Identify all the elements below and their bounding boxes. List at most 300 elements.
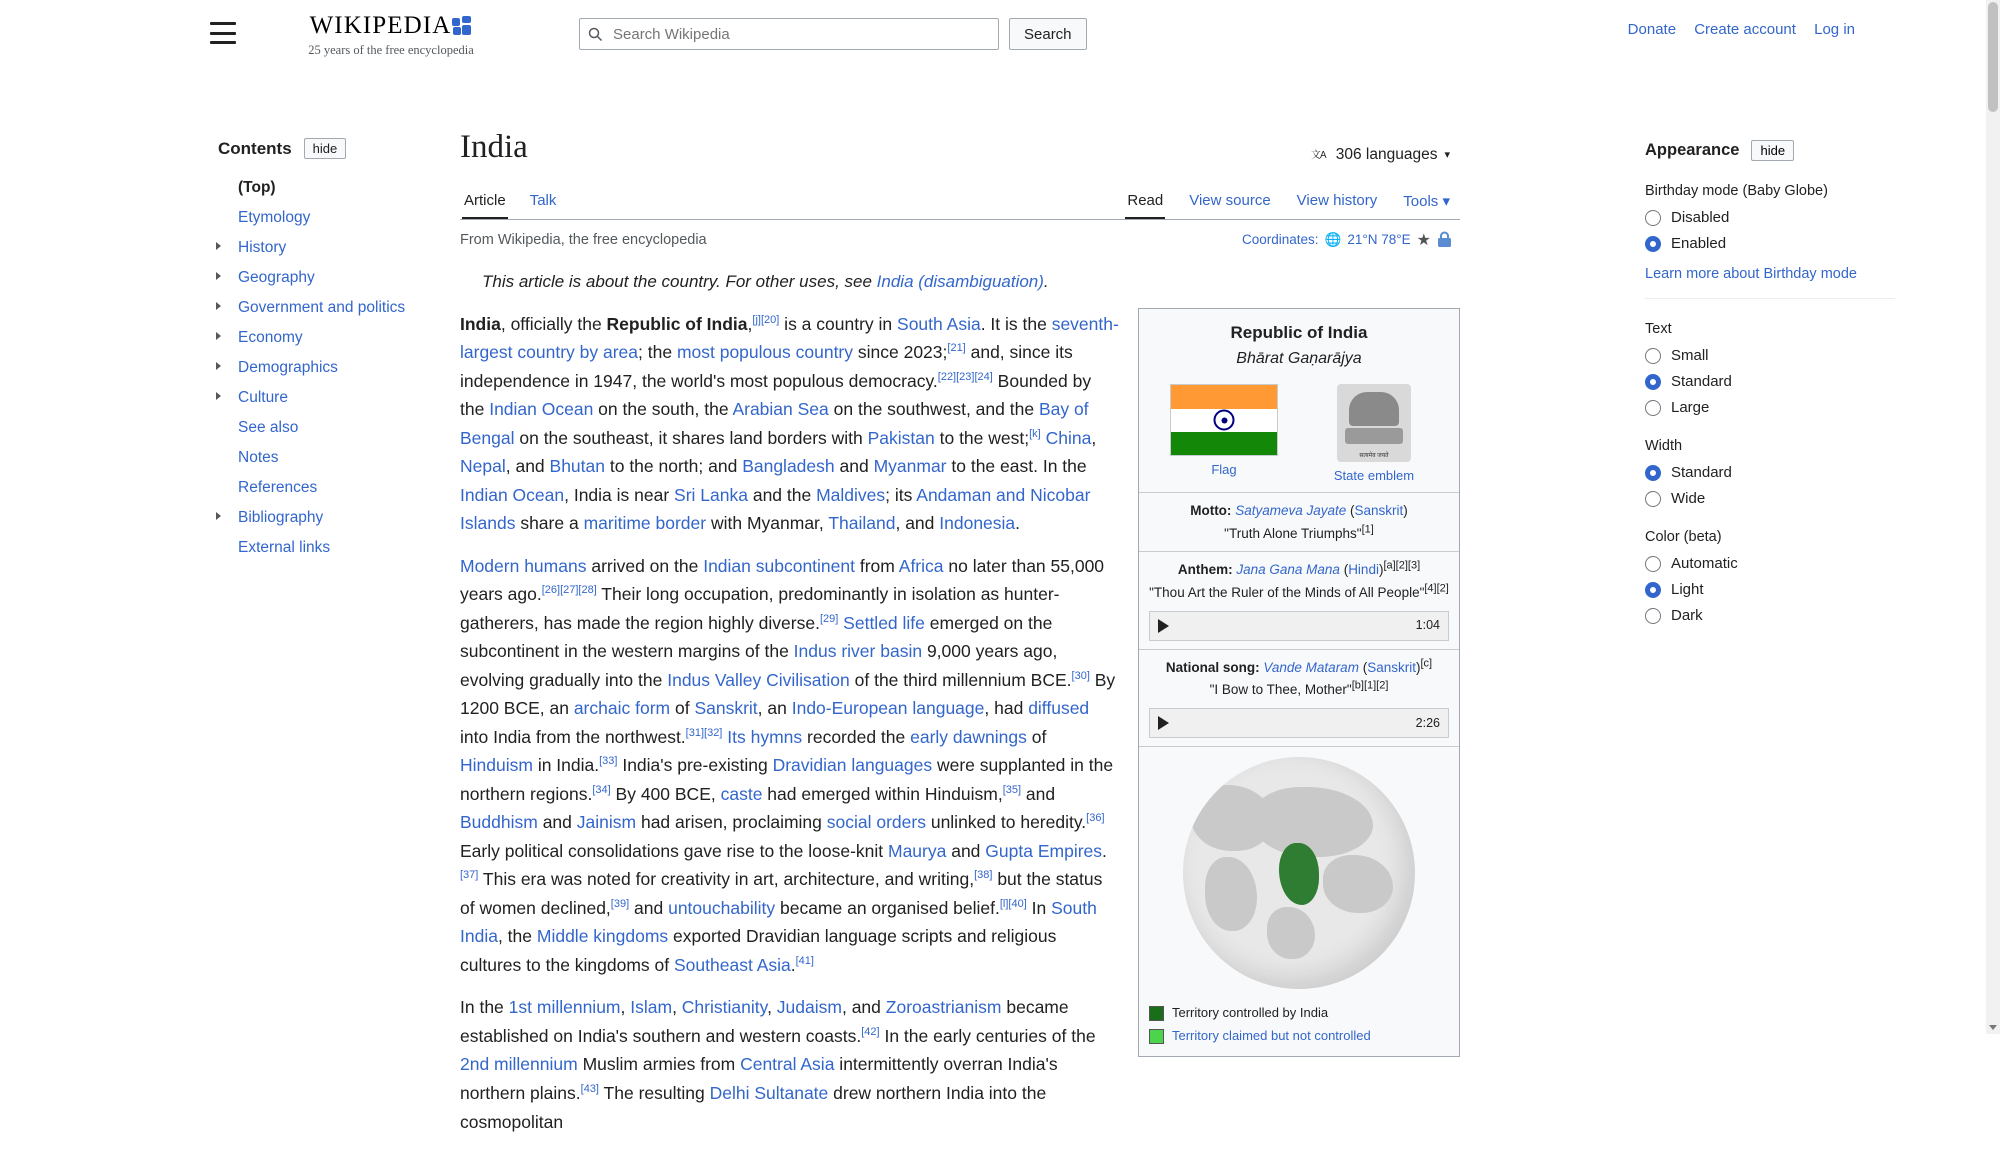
emblem-caption bbox=[1299, 467, 1449, 486]
body-link[interactable]: Andaman and Nicobar Islands bbox=[460, 484, 1091, 534]
tab-read[interactable]: Read bbox=[1125, 186, 1165, 219]
reference[interactable] bbox=[581, 1083, 599, 1095]
width-option-wide[interactable] bbox=[1645, 490, 1895, 507]
reference[interactable] bbox=[796, 955, 814, 967]
reference-link[interactable]: [k] bbox=[1029, 427, 1041, 440]
body-link[interactable]: Indonesia bbox=[939, 513, 1016, 534]
reference-link[interactable]: [34] bbox=[592, 784, 611, 797]
toc-item-label[interactable]: Government and politics bbox=[238, 299, 406, 316]
wikipedia-wordmark: WIKIPEDIA bbox=[310, 12, 473, 40]
chevron-right-icon[interactable] bbox=[216, 362, 221, 370]
body-text: . bbox=[790, 954, 796, 975]
body-link[interactable]: Gupta Empires bbox=[985, 840, 1103, 861]
reference-link[interactable]: [31][32] bbox=[685, 726, 723, 739]
body-link[interactable]: Sri Lanka bbox=[674, 484, 748, 505]
body-text: , bbox=[1091, 427, 1097, 448]
body-text: of the third millennium BCE. bbox=[849, 669, 1072, 690]
donate-link[interactable]: Donate bbox=[1627, 21, 1677, 38]
text-size-label: Text bbox=[1645, 321, 1672, 337]
radio-icon-selected[interactable] bbox=[1645, 465, 1661, 481]
reference-link[interactable]: [41] bbox=[795, 955, 814, 968]
width-label: Width bbox=[1645, 438, 1683, 454]
color-option-automatic[interactable] bbox=[1645, 555, 1895, 572]
reference-link[interactable]: [29] bbox=[819, 612, 839, 625]
body-link[interactable]: Modern humans bbox=[460, 555, 587, 576]
toc-item-bibliography[interactable] bbox=[210, 503, 442, 533]
toc-item-label[interactable]: Bibliography bbox=[238, 509, 324, 526]
reference[interactable] bbox=[974, 870, 992, 882]
article-content bbox=[460, 250, 1460, 1136]
body-text: and bbox=[834, 456, 874, 477]
reference[interactable] bbox=[1029, 428, 1041, 440]
motto-translation: "Truth Alone Triumphs"[1] bbox=[1224, 523, 1374, 541]
birthday-mode-label: Birthday mode (Baby Globe) bbox=[1645, 183, 1828, 199]
lead-paragraph-1 bbox=[460, 310, 1120, 538]
body-text: from bbox=[855, 555, 899, 576]
radio-label: Wide bbox=[1671, 490, 1706, 507]
body-link[interactable]: Africa bbox=[898, 555, 944, 576]
reference-link[interactable]: [35] bbox=[1002, 784, 1022, 797]
body-text: in India. bbox=[532, 755, 600, 776]
radio-label: Dark bbox=[1671, 607, 1703, 624]
body-link[interactable]: archaic form bbox=[573, 698, 671, 719]
radio-icon-selected[interactable] bbox=[1645, 374, 1661, 390]
body-text: , bbox=[747, 313, 753, 334]
emblem-caption-link[interactable]: State emblem bbox=[1333, 468, 1415, 484]
reference[interactable] bbox=[542, 584, 597, 596]
body-text: . It is the bbox=[980, 313, 1052, 334]
chevron-right-icon[interactable] bbox=[216, 242, 221, 250]
national-song-translation-refs[interactable]: [b][1][2] bbox=[1351, 679, 1389, 692]
body-link[interactable]: 1st millennium bbox=[508, 997, 621, 1018]
account-links bbox=[1614, 21, 1855, 38]
body-link[interactable]: early dawnings bbox=[910, 726, 1027, 747]
toc-item-government-and-politics[interactable] bbox=[210, 293, 442, 323]
toc-item-references[interactable] bbox=[210, 473, 442, 503]
globe-image bbox=[1183, 757, 1415, 989]
tab-talk[interactable]: Talk bbox=[529, 191, 557, 209]
body-link[interactable]: diffused bbox=[1028, 698, 1090, 719]
flag-caption-link[interactable]: Flag bbox=[1211, 462, 1237, 478]
toc-item-label[interactable]: Notes bbox=[238, 449, 279, 466]
reference[interactable] bbox=[947, 342, 965, 354]
language-selector[interactable] bbox=[1311, 146, 1450, 168]
lead-paragraph-3 bbox=[460, 993, 1120, 1136]
body-text: ; the bbox=[638, 342, 677, 363]
body-text: were supplanted in the northern regions. bbox=[460, 755, 1114, 804]
search-input[interactable] bbox=[611, 25, 990, 44]
body-link[interactable]: Arabian Sea bbox=[732, 399, 829, 420]
reference[interactable] bbox=[1000, 898, 1027, 910]
hatnote-link[interactable]: India (disambiguation) bbox=[876, 271, 1044, 291]
body-text: had emerged within Hinduism, bbox=[762, 783, 1003, 804]
coordinates-value[interactable]: 21°N 78°E bbox=[1347, 232, 1411, 248]
national-song-ref[interactable]: [c] bbox=[1420, 657, 1433, 670]
chevron-right-icon[interactable] bbox=[216, 302, 221, 310]
tab-view-source[interactable]: View source bbox=[1189, 191, 1271, 209]
body-link[interactable]: Bhutan bbox=[549, 456, 605, 477]
body-text: , and bbox=[895, 513, 940, 534]
body-link[interactable]: Pakistan bbox=[867, 427, 935, 448]
toc-item-label[interactable]: History bbox=[238, 239, 287, 256]
coordinates-label[interactable]: Coordinates: bbox=[1241, 232, 1319, 248]
bold-text: India bbox=[460, 313, 501, 334]
appearance-header bbox=[1645, 140, 1895, 161]
article-subline bbox=[460, 230, 1460, 250]
legend-item-claimed bbox=[1149, 1027, 1449, 1046]
wikipedia-tagline: 25 years of the free encyclopedia bbox=[308, 43, 474, 57]
body-link[interactable]: Thailand bbox=[828, 513, 896, 534]
chevron-right-icon[interactable] bbox=[216, 272, 221, 280]
national-song-value[interactable]: Vande Mataram bbox=[1263, 659, 1359, 675]
svg-text:A: A bbox=[1319, 149, 1327, 161]
body-link[interactable]: Jainism bbox=[576, 812, 637, 833]
body-text: share a bbox=[515, 513, 584, 534]
body-text: By 1200 BCE, an bbox=[460, 669, 1116, 719]
translate-icon bbox=[1311, 147, 1329, 162]
anthem-refs[interactable]: [a][2][3] bbox=[1383, 559, 1421, 572]
india-flag-image[interactable] bbox=[1170, 384, 1278, 456]
body-text: The resulting bbox=[599, 1083, 710, 1103]
body-text: , bbox=[672, 997, 682, 1018]
body-link[interactable]: Indo-European language bbox=[791, 698, 985, 719]
chevron-right-icon[interactable] bbox=[216, 392, 221, 400]
chevron-right-icon[interactable] bbox=[216, 332, 221, 340]
infobox-globe-map[interactable] bbox=[1139, 746, 1459, 995]
flag-cell bbox=[1149, 384, 1299, 480]
birthday-mode-learn-more-link[interactable]: Learn more about Birthday mode bbox=[1645, 266, 1857, 282]
body-text: since 2023; bbox=[853, 342, 948, 363]
toc-item-etymology[interactable] bbox=[210, 203, 442, 233]
page-scrollbar[interactable] bbox=[1986, 0, 2000, 1034]
national-song-label: National song: bbox=[1165, 659, 1260, 675]
text-option-small[interactable] bbox=[1645, 347, 1895, 364]
toc-item-label[interactable]: See also bbox=[238, 419, 299, 436]
toc-title: Contents bbox=[218, 138, 292, 158]
toc-header bbox=[210, 138, 442, 159]
radio-icon[interactable] bbox=[1645, 348, 1661, 364]
anthem-translation-refs[interactable]: [4][2] bbox=[1424, 582, 1449, 595]
lead-paragraph-2 bbox=[460, 552, 1120, 980]
flag-caption bbox=[1149, 461, 1299, 480]
body-link[interactable]: Indian subcontinent bbox=[703, 555, 855, 576]
article-tabs-row bbox=[460, 186, 1460, 220]
anthem-label: Anthem: bbox=[1177, 562, 1233, 578]
toc-item-demographics[interactable] bbox=[210, 353, 442, 383]
body-link[interactable]: seventh-largest country by area bbox=[460, 313, 1119, 363]
toc-item-economy[interactable] bbox=[210, 323, 442, 353]
view-tabs bbox=[1125, 186, 1460, 219]
national-song-translation: "I Bow to Thee, Mother"[b][1][2] bbox=[1209, 679, 1389, 698]
body-text: , an bbox=[757, 698, 792, 719]
body-text: drew northern India into the cosmopolitan bbox=[460, 1083, 1047, 1132]
radio-icon[interactable] bbox=[1645, 556, 1661, 572]
reference-link[interactable]: [j][20] bbox=[752, 313, 780, 326]
india-highlight bbox=[1279, 843, 1319, 905]
reference-link[interactable]: [39] bbox=[610, 898, 630, 911]
body-link[interactable]: Indus river basin bbox=[793, 641, 923, 662]
body-link[interactable]: Maldives bbox=[816, 484, 886, 505]
body-text: and, since its independence in 1947, the world's most populous democracy. bbox=[460, 342, 1073, 391]
body-text: on the southeast, it shares land borders with bbox=[514, 427, 868, 448]
national-song-duration: 2:26 bbox=[1415, 715, 1440, 730]
reference[interactable] bbox=[686, 727, 723, 739]
toc-item-label[interactable]: Economy bbox=[238, 329, 303, 346]
toc-item-geography[interactable] bbox=[210, 263, 442, 293]
toc-item-label: (Top) bbox=[238, 179, 276, 196]
reference[interactable] bbox=[861, 1026, 879, 1038]
search-box[interactable] bbox=[579, 18, 999, 50]
body-link[interactable]: Myanmar bbox=[873, 456, 947, 477]
reference-link[interactable]: [22][23][24] bbox=[937, 370, 993, 383]
motto-language[interactable]: Sanskrit bbox=[1354, 503, 1404, 519]
body-text: and bbox=[537, 812, 577, 833]
body-link[interactable]: Hinduism bbox=[460, 755, 533, 776]
body-text: and bbox=[946, 840, 986, 861]
body-text: , bbox=[620, 997, 631, 1018]
body-link[interactable]: Sanskrit bbox=[694, 698, 758, 719]
toc-item-label[interactable]: Culture bbox=[238, 389, 288, 406]
birthday-option-disabled[interactable] bbox=[1645, 209, 1895, 226]
body-text: This era was noted for creativity in art, architecture, and writing, bbox=[478, 869, 975, 890]
tools-label: Tools bbox=[1403, 192, 1439, 210]
anthem-value[interactable]: Jana Gana Mana bbox=[1236, 562, 1340, 578]
body-link[interactable]: Judaism bbox=[776, 997, 842, 1018]
appearance-hide-button[interactable]: hide bbox=[1751, 140, 1794, 161]
width-option-standard[interactable] bbox=[1645, 464, 1895, 481]
body-text: to the north; and bbox=[605, 456, 743, 477]
reference[interactable] bbox=[611, 898, 629, 910]
color-section bbox=[1645, 529, 1895, 624]
body-text: arrived on the bbox=[586, 555, 704, 576]
bold-text: Republic of India bbox=[606, 313, 748, 334]
text-option-standard[interactable] bbox=[1645, 373, 1895, 390]
reference-link[interactable]: [38] bbox=[974, 869, 993, 882]
toc-item-label[interactable]: References bbox=[238, 479, 318, 496]
radio-icon[interactable] bbox=[1645, 210, 1661, 226]
body-link[interactable]: social orders bbox=[826, 812, 926, 833]
reference[interactable] bbox=[752, 314, 779, 326]
motto-ref[interactable]: [1] bbox=[1361, 523, 1374, 536]
body-link[interactable]: Indian Ocean bbox=[460, 484, 565, 505]
body-link[interactable]: Middle kingdoms bbox=[536, 926, 669, 947]
reference[interactable] bbox=[592, 784, 610, 796]
reference[interactable] bbox=[820, 613, 838, 625]
reference-link[interactable]: [26][27][28] bbox=[541, 584, 597, 597]
body-text: to the east. In the bbox=[946, 456, 1087, 477]
toc-hide-button[interactable]: hide bbox=[304, 138, 347, 159]
scrollbar-thumb[interactable] bbox=[1988, 2, 1998, 112]
play-icon[interactable] bbox=[1158, 619, 1169, 633]
body-link[interactable]: Indian Ocean bbox=[489, 399, 594, 420]
body-text: and bbox=[1021, 783, 1056, 804]
body-link[interactable]: China bbox=[1045, 427, 1092, 448]
body-text: Early political consolidations gave rise to the loose-knit bbox=[460, 840, 888, 861]
body-link[interactable]: Bay of Bengal bbox=[460, 399, 1089, 448]
radio-icon[interactable] bbox=[1645, 400, 1661, 416]
body-link[interactable]: untouchability bbox=[668, 897, 776, 918]
color-option-dark[interactable] bbox=[1645, 607, 1895, 624]
divider bbox=[1645, 298, 1895, 299]
body-link[interactable]: Maurya bbox=[888, 840, 947, 861]
reference-link[interactable]: [33] bbox=[599, 755, 618, 768]
reference[interactable] bbox=[1086, 813, 1104, 825]
search-area bbox=[579, 18, 1087, 50]
body-text: became an organised belief. bbox=[775, 897, 1000, 918]
reference-link[interactable]: [43] bbox=[580, 1083, 599, 1096]
scroll-down-icon[interactable] bbox=[1989, 1025, 1997, 1030]
toc-item-notes[interactable] bbox=[210, 443, 442, 473]
motto-value[interactable]: Satyameva Jayate bbox=[1235, 503, 1347, 519]
legend-label: Territory controlled by India bbox=[1172, 1004, 1329, 1020]
radio-label: Large bbox=[1671, 399, 1710, 416]
body-link[interactable]: Settled life bbox=[843, 612, 925, 633]
appearance-panel bbox=[1645, 140, 1895, 633]
wikipedia-logo[interactable] bbox=[291, 12, 491, 58]
reference-link[interactable]: [42] bbox=[861, 1026, 880, 1039]
radio-label: Standard bbox=[1671, 373, 1732, 390]
article-text-column bbox=[460, 310, 1120, 1136]
svg-text:文: 文 bbox=[1310, 149, 1321, 161]
body-link[interactable]: Its hymns bbox=[727, 726, 803, 747]
birthday-option-enabled[interactable] bbox=[1645, 235, 1895, 252]
toc-item-label[interactable]: External links bbox=[238, 539, 331, 556]
appearance-title: Appearance bbox=[1645, 141, 1740, 159]
namespace-tabs bbox=[460, 186, 558, 219]
play-icon[interactable] bbox=[1158, 716, 1169, 730]
ashoka-chakra-icon bbox=[1214, 410, 1235, 431]
anthem-audio-player[interactable] bbox=[1149, 611, 1449, 641]
reference[interactable] bbox=[460, 870, 478, 882]
toc-item-external-links[interactable] bbox=[210, 533, 442, 563]
reference[interactable] bbox=[1003, 784, 1021, 796]
tab-view-history[interactable]: View history bbox=[1296, 191, 1378, 209]
motto-label: Motto: bbox=[1190, 503, 1232, 519]
reference[interactable] bbox=[1072, 670, 1090, 682]
reference-link[interactable]: [l][40] bbox=[999, 898, 1027, 911]
anthem-language[interactable]: Hindi bbox=[1348, 562, 1379, 578]
body-link[interactable]: Southeast Asia bbox=[674, 954, 791, 975]
language-count-label: 306 languages bbox=[1335, 145, 1438, 163]
body-link[interactable]: Bangladesh bbox=[742, 456, 835, 477]
toc-item-label[interactable]: Demographics bbox=[238, 359, 338, 376]
body-text: unlinked to heredity. bbox=[925, 812, 1087, 833]
body-link[interactable]: maritime border bbox=[583, 513, 707, 534]
text-option-large[interactable] bbox=[1645, 399, 1895, 416]
body-text: on the south, the bbox=[593, 399, 733, 420]
width-section bbox=[1645, 438, 1895, 507]
legend-label[interactable]: Territory claimed but not controlled bbox=[1172, 1028, 1371, 1044]
body-link[interactable]: 2nd millennium bbox=[460, 1054, 578, 1075]
reference[interactable] bbox=[938, 371, 993, 383]
infobox-symbols bbox=[1139, 380, 1459, 492]
search-button[interactable]: Search bbox=[1009, 18, 1087, 50]
hatnote-text-2: . bbox=[1043, 271, 1049, 291]
body-text: into India from the northwest. bbox=[460, 726, 686, 747]
tab-article[interactable]: Article bbox=[462, 186, 508, 219]
body-text: 9,000 years ago, evolving gradually into the bbox=[460, 641, 1058, 690]
color-option-light[interactable] bbox=[1645, 581, 1895, 598]
body-text: and bbox=[629, 897, 669, 918]
body-text: , and bbox=[505, 456, 550, 477]
body-link[interactable]: Delhi Sultanate bbox=[709, 1083, 829, 1103]
title-row bbox=[460, 128, 1460, 168]
toc-item-label[interactable]: Geography bbox=[238, 269, 315, 286]
body-text: , had bbox=[984, 698, 1029, 719]
globe-icon: 🌐 bbox=[1324, 231, 1342, 247]
body-text: is a country in bbox=[779, 313, 898, 334]
body-link[interactable]: South India bbox=[460, 897, 1097, 947]
national-song-language[interactable]: Sanskrit bbox=[1367, 659, 1416, 675]
chevron-right-icon[interactable] bbox=[216, 512, 221, 520]
body-text: Bounded by the bbox=[460, 370, 1092, 420]
body-link[interactable]: Christianity bbox=[681, 997, 768, 1018]
body-link[interactable]: caste bbox=[720, 783, 763, 804]
body-link[interactable]: Dravidian languages bbox=[772, 755, 933, 776]
featured-article-star-icon[interactable]: ★ bbox=[1416, 231, 1431, 249]
national-song-audio-player[interactable] bbox=[1149, 708, 1449, 738]
toc-item-culture[interactable] bbox=[210, 383, 442, 413]
table-of-contents bbox=[210, 68, 460, 1150]
reference-link[interactable]: [21] bbox=[947, 342, 966, 355]
radio-icon-selected[interactable] bbox=[1645, 236, 1661, 252]
toc-item-see-also[interactable] bbox=[210, 413, 442, 443]
infobox-title: Republic of India bbox=[1230, 322, 1368, 342]
create-account-link[interactable]: Create account bbox=[1694, 21, 1796, 38]
page-protected-lock-icon[interactable] bbox=[1437, 231, 1452, 248]
toc-item-label[interactable]: Etymology bbox=[238, 209, 311, 226]
map-legend bbox=[1139, 995, 1459, 1057]
login-link[interactable]: Log in bbox=[1814, 21, 1855, 38]
radio-icon[interactable] bbox=[1645, 608, 1661, 624]
body-link[interactable]: Indus Valley Civilisation bbox=[667, 669, 850, 690]
body-text: no later than 55,000 years ago. bbox=[460, 555, 1105, 605]
state-emblem-image[interactable] bbox=[1337, 384, 1411, 462]
reference-link[interactable]: [36] bbox=[1086, 812, 1105, 825]
color-label: Color (beta) bbox=[1645, 529, 1722, 545]
body-link[interactable]: South Asia bbox=[897, 313, 981, 334]
toc-item-top[interactable] bbox=[210, 173, 442, 203]
infobox-national-song-row: National song: Vande Mataram (Sanskrit)[c] "I Bow to Thee, Mother"[b][1][2] 2:26 bbox=[1139, 649, 1459, 746]
anthem-duration: 1:04 bbox=[1415, 618, 1440, 633]
toc-list bbox=[210, 173, 442, 563]
body-link[interactable]: Central Asia bbox=[740, 1054, 835, 1075]
body-link[interactable]: Islam bbox=[630, 997, 673, 1018]
body-link[interactable]: Nepal bbox=[460, 456, 506, 477]
body-text: . bbox=[1015, 513, 1021, 534]
body-link[interactable]: most populous country bbox=[676, 342, 854, 363]
body-text: recorded the bbox=[802, 726, 911, 747]
main-menu-icon[interactable] bbox=[210, 22, 236, 44]
emblem-motto-text: सत्यमेव जयते bbox=[1359, 452, 1389, 459]
radio-icon-selected[interactable] bbox=[1645, 582, 1661, 598]
body-link[interactable]: Zoroastrianism bbox=[885, 997, 1002, 1018]
reference-link[interactable]: [37] bbox=[460, 869, 479, 882]
body-text: and the bbox=[747, 484, 817, 505]
radio-label: Disabled bbox=[1671, 209, 1730, 226]
reference-link[interactable]: [30] bbox=[1071, 669, 1090, 682]
toc-item-history[interactable] bbox=[210, 233, 442, 263]
reference[interactable] bbox=[599, 756, 617, 768]
birthday-mode-section bbox=[1645, 183, 1895, 299]
radio-label: Enabled bbox=[1671, 235, 1727, 252]
tab-tools[interactable] bbox=[1401, 186, 1452, 219]
body-text: , and bbox=[841, 997, 886, 1018]
body-link[interactable]: Buddhism bbox=[460, 812, 538, 833]
radio-icon[interactable] bbox=[1645, 491, 1661, 507]
site-header bbox=[0, 0, 2000, 68]
infobox-motto-row: Motto: Satyameva Jayate (Sanskrit) "Truth Alone Triumphs"[1] bbox=[1139, 492, 1459, 551]
